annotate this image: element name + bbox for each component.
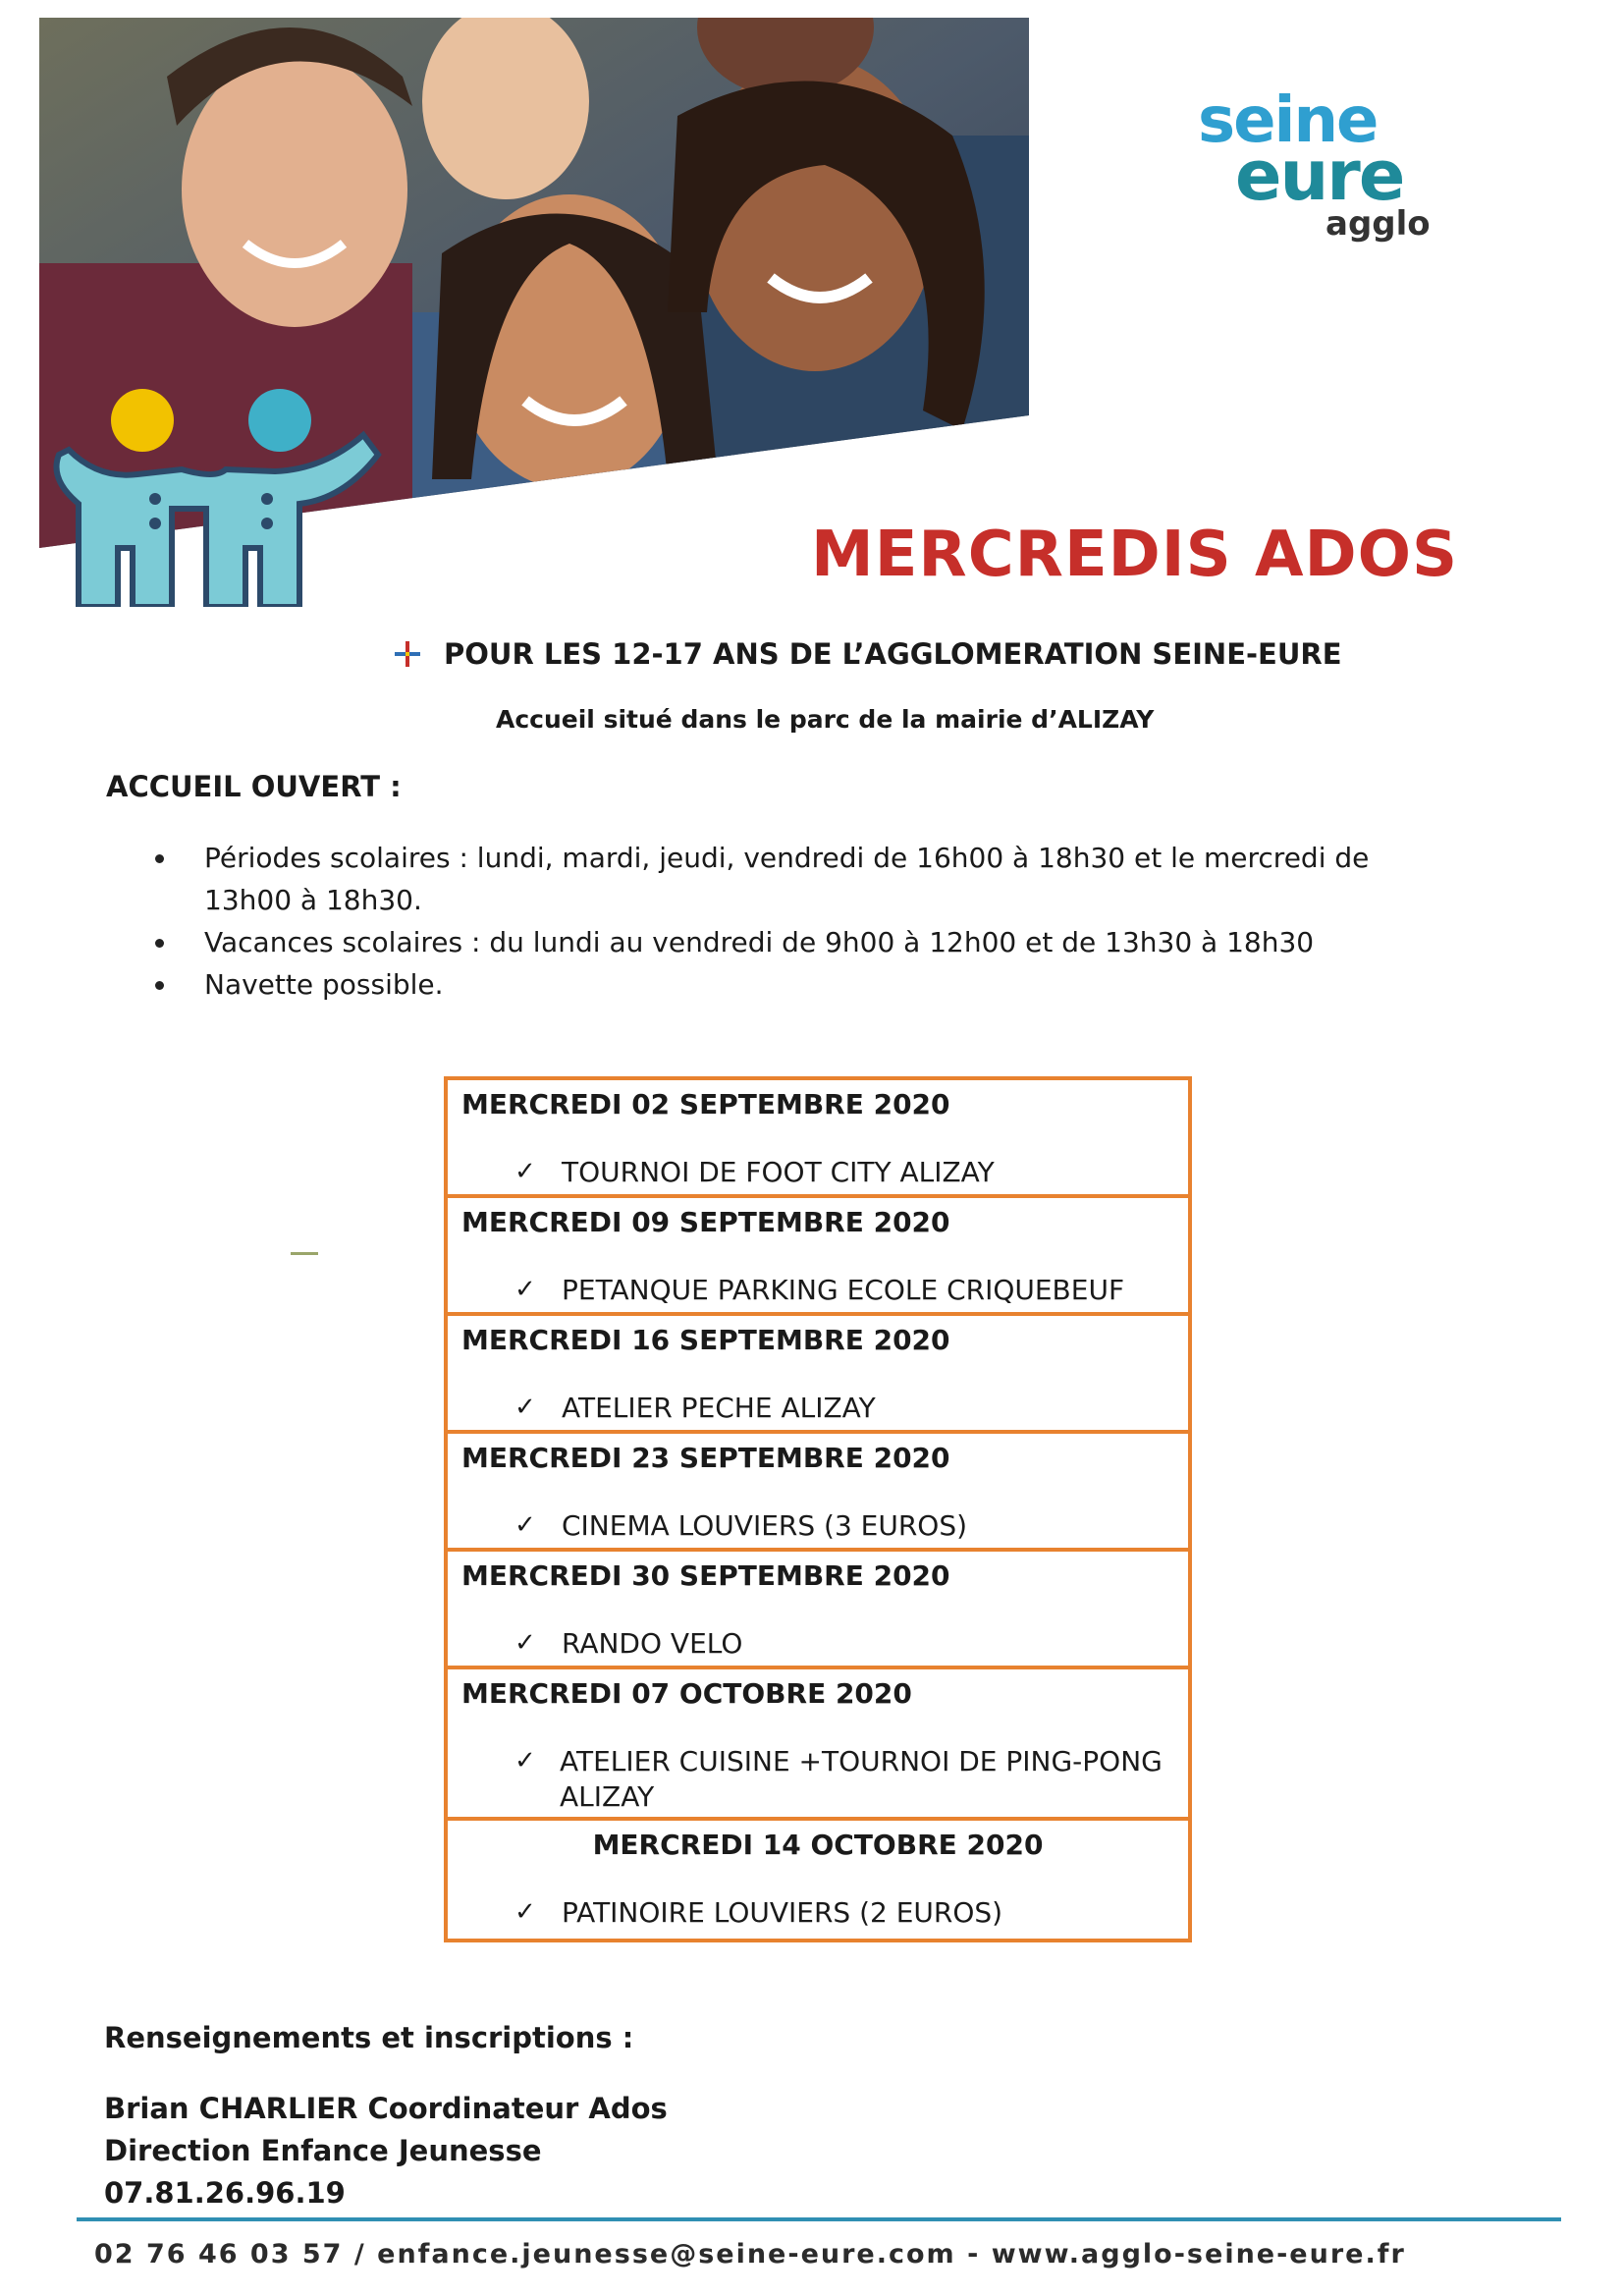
activity-date: MERCREDI 14 OCTOBRE 2020 bbox=[592, 1829, 1044, 1861]
table-row bbox=[448, 1821, 1188, 1939]
opening-hours-list bbox=[147, 837, 1463, 1006]
page-title: MERCREDIS ADOS bbox=[811, 519, 1459, 591]
opening-heading: ACCUEIL OUVERT : bbox=[106, 770, 402, 803]
info-heading: Renseignements et inscriptions : bbox=[104, 2021, 634, 2054]
table-row bbox=[448, 1669, 1188, 1821]
activity-date: MERCREDI 02 SEPTEMBRE 2020 bbox=[461, 1088, 950, 1121]
activity-date: MERCREDI 16 SEPTEMBRE 2020 bbox=[461, 1324, 950, 1356]
subtitle-line bbox=[393, 634, 1342, 674]
seine-eure-agglo-logo bbox=[1198, 84, 1453, 251]
list-item bbox=[147, 921, 1463, 963]
activity-text: PATINOIRE LOUVIERS (2 EUROS) bbox=[562, 1896, 1003, 1929]
table-row bbox=[448, 1434, 1188, 1552]
activity-item bbox=[514, 1391, 876, 1426]
activity-text: TOURNOI DE FOOT CITY ALIZAY bbox=[562, 1156, 995, 1188]
footer-contact-line: 02 76 46 03 57 / enfance.jeunesse@seine-eure.com - www.agglo-seine-eure.fr bbox=[94, 2239, 1406, 2269]
activity-item bbox=[514, 1508, 967, 1544]
bullet-icon bbox=[155, 939, 164, 948]
subtitle: POUR LES 12-17 ANS DE L’AGGLOMERATION SEINE-EURE bbox=[444, 637, 1342, 671]
contact-name: Brian CHARLIER Coordinateur Ados bbox=[104, 2092, 668, 2125]
bullet-icon bbox=[155, 854, 164, 863]
activity-date: MERCREDI 23 SEPTEMBRE 2020 bbox=[461, 1442, 950, 1474]
table-row bbox=[448, 1316, 1188, 1434]
activities-table bbox=[444, 1076, 1192, 1942]
check-icon: ✓ bbox=[514, 1897, 536, 1927]
activity-item bbox=[514, 1155, 995, 1190]
activity-item bbox=[514, 1744, 1188, 1815]
activity-date: MERCREDI 30 SEPTEMBRE 2020 bbox=[461, 1559, 950, 1592]
cross-bullet-icon bbox=[393, 639, 422, 669]
activity-date: MERCREDI 09 SEPTEMBRE 2020 bbox=[461, 1206, 950, 1238]
table-row bbox=[448, 1080, 1188, 1198]
contact-phone: 07.81.26.96.19 bbox=[104, 2176, 346, 2210]
check-icon: ✓ bbox=[514, 1275, 536, 1304]
activity-text: RANDO VELO bbox=[562, 1627, 743, 1660]
logo-line-eure: eure bbox=[1235, 136, 1404, 216]
logo-line-seine: seine bbox=[1198, 84, 1378, 157]
list-item-text: Périodes scolaires : lundi, mardi, jeudi, vendredi de 16h00 à 18h30 et le mercredi de 13h00 à 18h30. bbox=[204, 842, 1370, 916]
activity-text: ATELIER CUISINE +TOURNOI DE PING-PONG ALIZAY bbox=[560, 1745, 1163, 1813]
check-icon: ✓ bbox=[514, 1628, 536, 1658]
activity-date: MERCREDI 07 OCTOBRE 2020 bbox=[461, 1677, 912, 1710]
location-text: Accueil situé dans le parc de la mairie d’ALIZAY bbox=[496, 705, 1155, 734]
logo-line-agglo: agglo bbox=[1325, 204, 1431, 244]
activity-item bbox=[514, 1626, 742, 1662]
check-icon: ✓ bbox=[514, 1157, 536, 1186]
activity-text: ATELIER PECHE ALIZAY bbox=[562, 1392, 876, 1424]
list-item-text: Vacances scolaires : du lundi au vendredi de 9h00 à 12h00 et de 13h30 à 18h30 bbox=[204, 926, 1315, 958]
check-icon: ✓ bbox=[514, 1393, 536, 1422]
footer-divider bbox=[77, 2217, 1561, 2221]
check-icon: ✓ bbox=[514, 1510, 536, 1540]
contact-department: Direction Enfance Jeunesse bbox=[104, 2134, 542, 2167]
check-icon: ✓ bbox=[514, 1746, 536, 1776]
activity-item bbox=[514, 1273, 1124, 1308]
bullet-icon bbox=[155, 981, 164, 990]
activity-text: CINEMA LOUVIERS (3 EUROS) bbox=[562, 1509, 968, 1542]
table-row bbox=[448, 1198, 1188, 1316]
activity-text: PETANQUE PARKING ECOLE CRIQUEBEUF bbox=[562, 1274, 1125, 1306]
list-item bbox=[147, 963, 1463, 1006]
list-item-text: Navette possible. bbox=[204, 968, 444, 1001]
list-item bbox=[147, 837, 1463, 921]
table-row bbox=[448, 1552, 1188, 1669]
activity-item bbox=[514, 1895, 1002, 1931]
contact-block bbox=[104, 2088, 668, 2214]
scan-mark bbox=[291, 1252, 318, 1255]
